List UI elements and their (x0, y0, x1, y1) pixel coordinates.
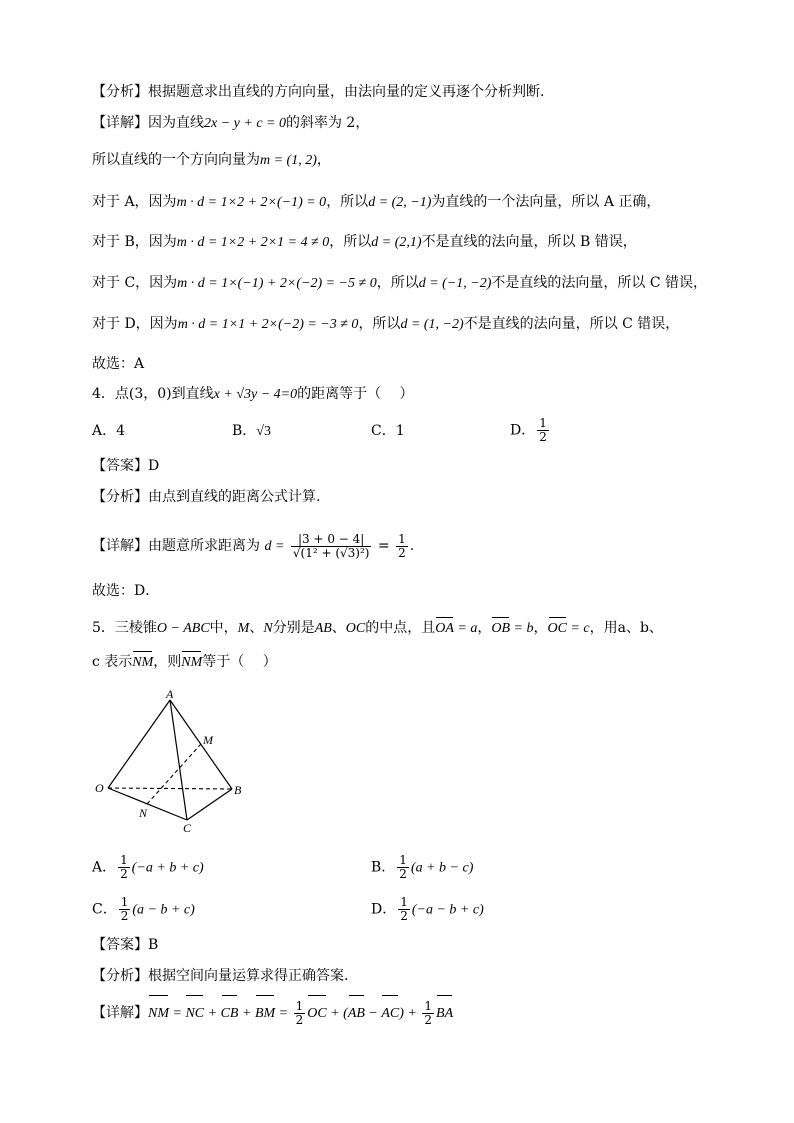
q5-option-a: A． $\frac{1}{2}$ (−a + b + c) (92, 853, 204, 881)
label-B: B (234, 783, 242, 797)
q5-option-b: B． $\frac{1}{2}$ (a + b − c) (371, 853, 474, 881)
choice-q3: 故选：A (92, 356, 145, 372)
question-5-stem-line2: c 表示NM，则NM等于（ ） (92, 652, 277, 673)
q4-choice: 故选：D． (92, 583, 160, 599)
q4-option-a: A．4 (92, 423, 126, 439)
label-O: O (95, 781, 104, 795)
direction-vector-line: 所以直线的一个方向向量为m = (1, 2)， (92, 152, 331, 168)
q4-option-c: C．1 (371, 423, 405, 439)
q5-analysis: 【分析】根据空间向量运算求得正确答案. (92, 968, 349, 984)
q4-detail: 【详解】由题意所求距离为 d = $\frac{|3 + 0 - 4|}{\text{√(1² + (√3)²)}}$ = $\frac{1}{2}$ . (92, 531, 415, 560)
label-A: A (166, 687, 174, 701)
option-b-check: 对于 B，因为m · d = 1×2 + 2×1 = 4 ≠ 0，所以d = (2,1)不是直线的法向量，所以 B 错误， (92, 234, 637, 250)
q5-detail: 【详解】NM = NC + CB + BM = $\frac{1}{2}$ OC + (AB − AC) + $\frac{1}{2}$ BA (92, 996, 453, 1031)
direction-vector-eq: m = (1, 2) (260, 153, 317, 168)
q4-analysis: 【分析】由点到直线的距离公式计算. (92, 489, 321, 505)
q4-option-d: D． $\frac{1}{2}$ (510, 416, 547, 444)
line-equation: 2x − y + c = 0 (204, 116, 286, 131)
option-c-check: 对于 C，因为m · d = 1×(−1) + 2×(−2) = −5 ≠ 0，所以d = (−1, −2)不是直线的法向量，所以 C 错误， (92, 275, 707, 291)
edge-OB-hidden (108, 788, 232, 789)
edge-AC (170, 700, 187, 820)
label-N: N (139, 806, 148, 820)
q5-option-c: C． $\frac{1}{2}$ (a − b + c) (92, 895, 195, 923)
q5-answer: 【答案】B (92, 937, 159, 953)
question-5-stem-line1: 5．三棱锥O − ABC中，M、N分别是AB、OC的中点，且OA = a，OB = b，OC = c，用a、b、 (92, 618, 663, 639)
question-4-stem: 4．点(3，0)到直线x + √3y − 4=0的距离等于（ ） (92, 386, 414, 402)
analysis-text: 根据题意求出直线的方向向量，由法向量的定义再逐个分析判断. (148, 84, 545, 100)
segment-NM-hidden (147, 744, 201, 804)
analysis-tag: 【分析】 (92, 84, 148, 100)
label-M: M (203, 733, 213, 747)
q4-answer: 【答案】D (92, 458, 160, 474)
q5-option-d: D． $\frac{1}{2}$ (−a − b + c) (371, 895, 484, 923)
detail-line-q3: 【详解】因为直线2x − y + c = 0的斜率为 2， (92, 115, 370, 131)
tetrahedron-figure (90, 686, 250, 834)
q4-option-b: B．√3 (232, 423, 271, 439)
edge-CB (187, 789, 232, 820)
option-d-check: 对于 D，因为m · d = 1×1 + 2×(−2) = −3 ≠ 0，所以d = (1, −2)不是直线的法向量，所以 C 错误， (92, 316, 680, 332)
option-a-check: 对于 A，因为m · d = 1×2 + 2×(−1) = 0，所以d = (2, −1)为直线的一个法向量，所以 A 正确， (92, 194, 661, 210)
edge-OA (108, 700, 170, 788)
analysis-line-q3 (92, 82, 544, 102)
detail-tag: 【详解】 (92, 115, 148, 131)
label-C: C (183, 821, 192, 834)
